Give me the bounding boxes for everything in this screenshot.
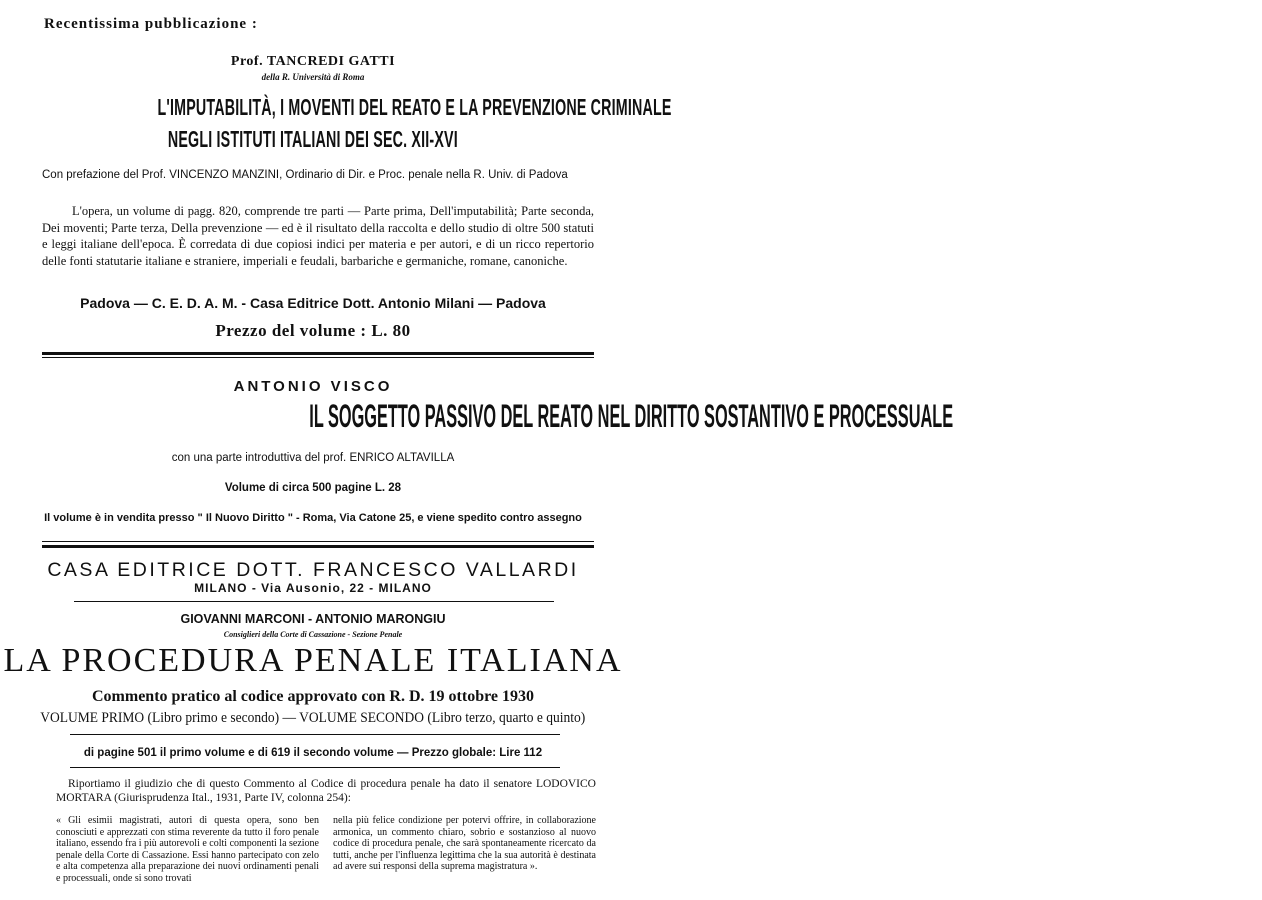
ad3-review-intro: Riportiamo il giudizio che di questo Commento al Codice di procedura penale ha dato il senatore LODOVICO MORTARA (Giurisprudenza Ital., 1931, Parte IV, colonna 254):: [56, 778, 596, 804]
ad2-sale-info: Il volume è in vendita presso " Il Nuovo Diritto " - Roma, Via Catone 25, e viene spedito contro assegno: [44, 512, 582, 524]
ad2-author: ANTONIO VISCO: [233, 378, 393, 395]
ad2-volume-info: Volume di circa 500 pagine L. 28: [224, 482, 402, 494]
review-quote-columns: [56, 815, 596, 884]
author-affiliation: della R. Università di Roma: [261, 72, 365, 82]
divider-1: [42, 352, 594, 355]
ad3-authors: GIOVANNI MARCONI - ANTONIO MARONGIU: [180, 612, 446, 626]
book-title-line-1: L'IMPUTABILITÀ, I MOVENTI DEL REATO E LA PREVENZIONE CRIMINALE: [157, 94, 672, 120]
divider-2b: [42, 545, 594, 548]
ad2-book-title: IL SOGGETTO PASSIVO DEL REATO NEL DIRITTO SOSTANTIVO E PROCESSUALE: [309, 398, 954, 434]
book-title-line-2: NEGLI ISTITUTI ITALIANI DEI SEC. XII-XVI: [167, 126, 458, 152]
divider-5: [70, 767, 560, 768]
review-quote-right: nella più felice condizione per potervi offrire, in collaborazione armonica, un commento chiaro, sobrio e sostanzioso al nuovo codice di procedura penale, che sarà spontaneamente ricercato da tutti, anche per l'influenza legittima che la sua autorità è destinata ad avere sui responsi della suprema magistratura ».: [333, 815, 596, 872]
divider-3: [74, 601, 554, 602]
title-line-1-wrap: [0, 94, 672, 121]
ad3-author-roles: Consiglieri della Corte di Cassazione - Sezione Penale: [223, 630, 403, 639]
ad2-title-wrap: [0, 398, 954, 435]
divider-2a: [42, 541, 594, 542]
ad2-intro: con una parte introduttiva del prof. ENRICO ALTAVILLA: [171, 452, 455, 464]
ad3-volumes: VOLUME PRIMO (Libro primo e secondo) — VOLUME SECONDO (Libro terzo, quarto e quinto): [40, 710, 586, 726]
author-name: Prof. TANCREDI GATTI: [230, 54, 396, 69]
divider-4: [70, 734, 560, 735]
review-quote-left: « Gli esimii magistrati, autori di questa opera, sono ben conosciuti e apprezzati con stima reverente da tutto il foro penale italiano, essendo fra i più autorevoli e colti componenti la sezione penale della Corte di Cassazione. Essi hanno partecipato con zelo e alta competenza alla preparazione dei nuovi ordinamenti penali e processuali, onde si sono trovati: [56, 815, 319, 884]
ad3-pages-price: di pagine 501 il primo volume e di 619 il secondo volume — Prezzo globale: Lire 112: [83, 747, 543, 759]
preface-line: Con prefazione del Prof. VINCENZO MANZINI, Ordinario di Dir. e Proc. penale nella R. Univ. di Padova: [42, 169, 568, 181]
ad3-address: MILANO - Via Ausonio, 22 - MILANO: [194, 581, 432, 595]
ad3-book-title: LA PROCEDURA PENALE ITALIANA: [3, 642, 623, 679]
publisher-line: Padova — C. E. D. A. M. - Casa Editrice Dott. Antonio Milani — Padova: [80, 295, 546, 311]
ad3-subtitle: Commento pratico al codice approvato con R. D. 19 ottobre 1930: [91, 688, 535, 705]
ad3-volumes-wrap: [0, 709, 626, 727]
ad3-publisher: CASA EDITRICE DOTT. FRANCESCO VALLARDI: [47, 559, 579, 581]
price-line: Prezzo del volume : L. 80: [215, 321, 411, 340]
book-description: L'opera, un volume di pagg. 820, comprende tre parti — Parte prima, Dell'imputabilità; Parte seconda, Dei moventi; Parte terza, Della prevenzione — ed è il risultato della raccolta e dello studio di oltre 500 statuti e leggi italiane dell'epoca. È corredata di due copiosi indici per materia e per autori, e di un ricco repertorio delle fonti statutarie italiane e straniere, imperiali e feudali, barbariche e germaniche, romane, canoniche.: [42, 204, 594, 268]
title-line-2-wrap: [0, 126, 626, 153]
divider-1b: [42, 357, 594, 358]
kicker-text: Recentissima pubblicazione :: [44, 16, 258, 32]
